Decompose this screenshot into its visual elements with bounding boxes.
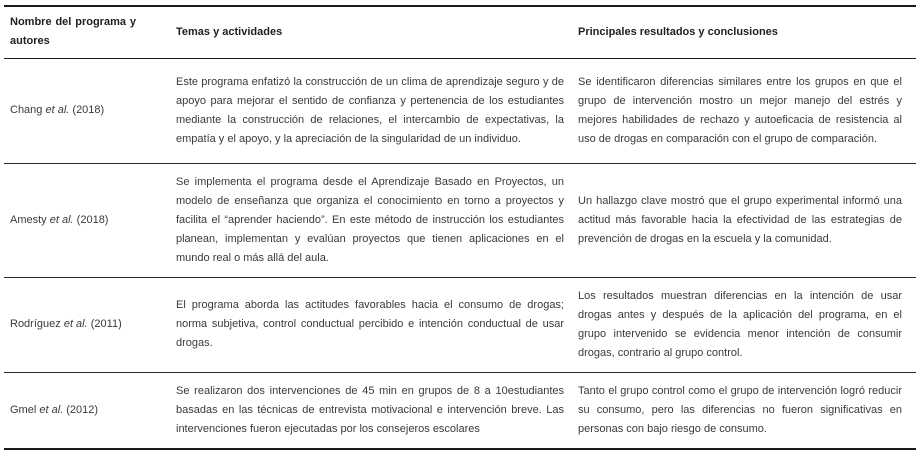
author-name: Chang [10,104,43,116]
table-row [4,163,916,277]
resultados-cell: Un hallazgo clave mostró que el grupo experimental informó una actitud más favorable hacia la efectividad de las estrategias de prevención de drogas en la escuela y la comunidad. [572,163,916,277]
author-etal: et al. [39,403,64,416]
column-header-temas-actividades: Temas y actividades [170,6,572,58]
resultados-cell: Los resultados muestran diferencias en la intención de usar drogas antes y después de la aplicación del programa, en el grupo intervenido se evidencia menor intención de consumir drogas, contrario al grupo control. [572,277,916,372]
table-row [4,372,916,449]
resultados-cell: Se identificaron diferencias similares entre los grupos en que el grupo de intervención mostro un mejor manejo del estrés y mejores habilidades de rechazo y autoeficacia de resistencia al uso de drogas en comparación con el grupo de comparación. [572,58,916,163]
author-cell [4,372,170,449]
temas-cell: Se implementa el programa desde el Aprendizaje Basado en Proyectos, un modelo de enseñanza que organiza el conocimiento en torno a proyectos y facilita el “aprender haciendo”. En este método de instrucción los estudiantes planean, implementan y evalúan proyectos que tienen aplicaciones en el mundo real o más allá del aula. [170,163,572,277]
resultados-cell: Tanto el grupo control como el grupo de intervención logró reducir su consumo, pero las diferencias no fueron significativas en personas con bajo riesgo de consumo. [578,384,902,435]
author-year: (2011) [90,318,122,330]
table-row [4,58,916,163]
author-name: Gmel [10,403,37,416]
temas-cell: El programa aborda las actitudes favorables hacia el consumo de drogas; norma subjetiva, control conductual percibido e intención conductual de usar drogas. [170,277,572,372]
column-header-programa-autores: Nombre del programa y autores [4,6,170,58]
author-name: Amesty [10,213,47,226]
author-cell [4,163,170,277]
author-cell [4,277,170,372]
author-year: (2018) [76,213,109,226]
author-name: Rodríguez [10,318,61,330]
column-header-resultados-conclusiones: Principales resultados y conclusiones [572,6,916,58]
author-etal: et al. [63,318,88,330]
author-year: (2012) [66,403,99,416]
temas-cell: Este programa enfatizó la construcción de un clima de aprendizaje seguro y de apoyo para mejorar el sentido de confianza y pertenencia de los estudiantes mediante la construcción de relaciones, el intercambio de expectativas, la empatía y el apoyo, y la apreciación de la singularidad de un individuo. [170,58,572,163]
program-review-table [4,5,916,450]
temas-cell: Se realizaron dos intervenciones de 45 min en grupos de 8 a 10estudiantes basadas en las técnicas de entrevista motivacional e intervención breve. Las intervenciones fueron ejecutadas por los consejeros escolares [176,384,564,435]
author-cell [4,58,170,163]
table-row [4,277,916,372]
author-year: (2018) [72,104,105,116]
author-etal: et al. [49,213,74,226]
author-etal: et al. [45,104,70,116]
table-header [4,6,916,58]
